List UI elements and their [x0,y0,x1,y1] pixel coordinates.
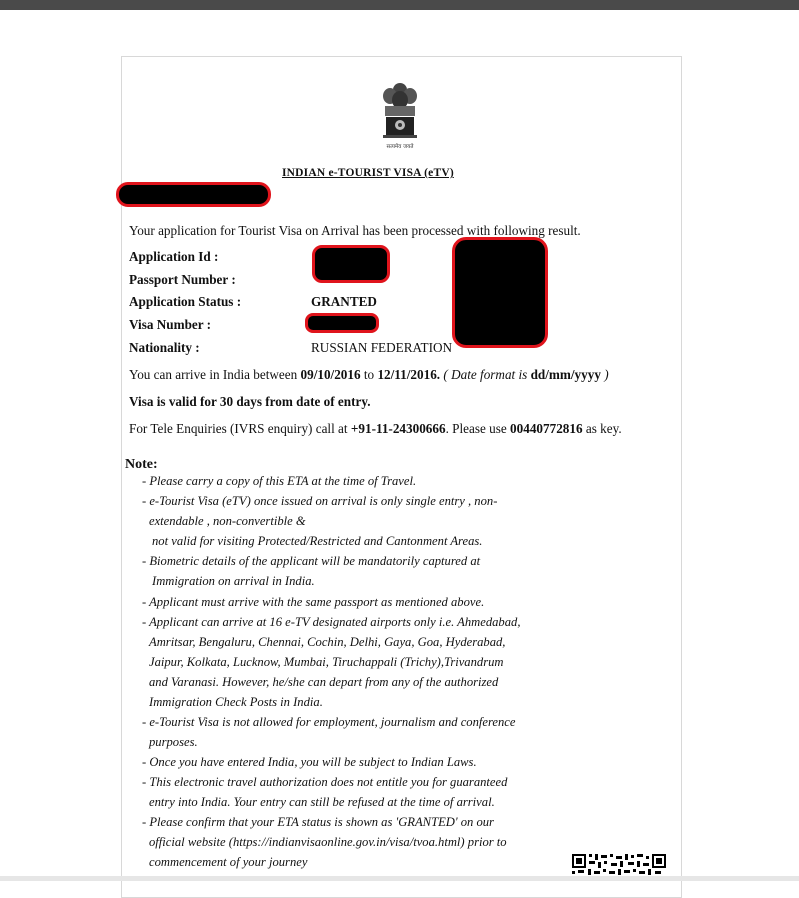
enquiry-phone: +91-11-24300666 [350,421,446,436]
redacted-application-id [312,245,390,283]
passport-number-label: Passport Number : [129,272,236,287]
note-line: - Once you have entered India, you will be subject to Indian Laws. [142,755,477,769]
note-line: official website (https://indianvisaonline.gov.in/visa/tvoa.html) prior to [149,835,507,849]
note-line: Amritsar, Bengaluru, Chennai, Cochin, Delhi, Gaya, Goa, Hyderabad, [149,635,506,649]
note-line: and Varanasi. However, he/she can depart from any of the authorized [149,675,499,689]
qr-code-icon [571,853,667,877]
enquiry-key: 00440772816 [510,421,583,436]
note-line: Jaipur, Kolkata, Lucknow, Mumbai, Tiruchappali (Trichy),Trivandrum [149,655,504,669]
application-id-label: Application Id : [129,249,219,264]
date-format-open: ( Date format is [443,367,528,382]
enquiry-prefix: For Tele Enquiries (IVRS enquiry) call at [129,421,348,436]
date-format-value: dd/mm/yyyy [530,367,601,382]
date-format-close: ) [604,367,609,382]
redacted-photo [452,237,548,348]
arrival-date-from: 09/10/2016 [300,367,361,382]
arrival-to: to [363,367,375,382]
note-line: extendable , non-convertible & [149,514,306,528]
national-emblem-icon [377,80,423,150]
redacted-visa-number [305,313,379,333]
emblem-motto: सत्यमेव जयते [386,144,414,150]
note-line: entry into India. Your entry can still be refused at the time of arrival. [149,795,495,809]
visa-number-label: Visa Number : [129,317,212,332]
note-line: - Applicant must arrive with the same passport as mentioned above. [142,595,485,609]
note-line: purposes. [149,735,198,749]
application-status-label: Application Status : [129,294,242,309]
note-line: - Biometric details of the applicant will be mandatorily captured at [142,554,481,568]
viewer-top-bar [0,0,799,10]
note-line: Immigration on arrival in India. [152,574,315,588]
note-line: commencement of your journey [149,855,308,869]
intro-text: Your application for Tourist Visa on Arrival has been processed with following result. [129,223,581,238]
enquiry-suffix: as key. [585,421,622,436]
application-status-value: GRANTED [311,294,377,309]
note-line: - e-Tourist Visa (eTV) once issued on arrival is only single entry , non- [142,494,498,508]
enquiry-text [129,421,622,437]
note-heading: Note: [125,457,158,472]
note-line: - e-Tourist Visa is not allowed for employment, journalism and conference [142,715,516,729]
note-line: Immigration Check Posts in India. [149,695,323,709]
arrival-window [129,367,609,383]
note-line: - This electronic travel authorization does not entitle you for guaranteed [142,775,508,789]
note-line: not valid for visiting Protected/Restricted and Cantonment Areas. [152,534,483,548]
nationality-value: RUSSIAN FEDERATION [311,340,453,355]
arrival-date-to: 12/11/2016. [377,367,441,382]
validity-text: Visa is valid for 30 days from date of entry. [129,394,371,409]
arrival-prefix: You can arrive in India between [129,367,298,382]
enquiry-middle: . Please use [445,421,507,436]
note-line: - Please confirm that your ETA status is shown as 'GRANTED' on our [142,815,494,829]
note-line: - Please carry a copy of this ETA at the time of Travel. [142,474,417,488]
nationality-label: Nationality : [129,340,200,355]
viewer-bottom-bar [0,876,799,881]
note-line: - Applicant can arrive at 16 e-TV designated airports only i.e. Ahmedabad, [142,615,521,629]
document-title: INDIAN e-TOURIST VISA (eTV) [282,167,454,179]
redacted-applicant-name [116,182,271,207]
